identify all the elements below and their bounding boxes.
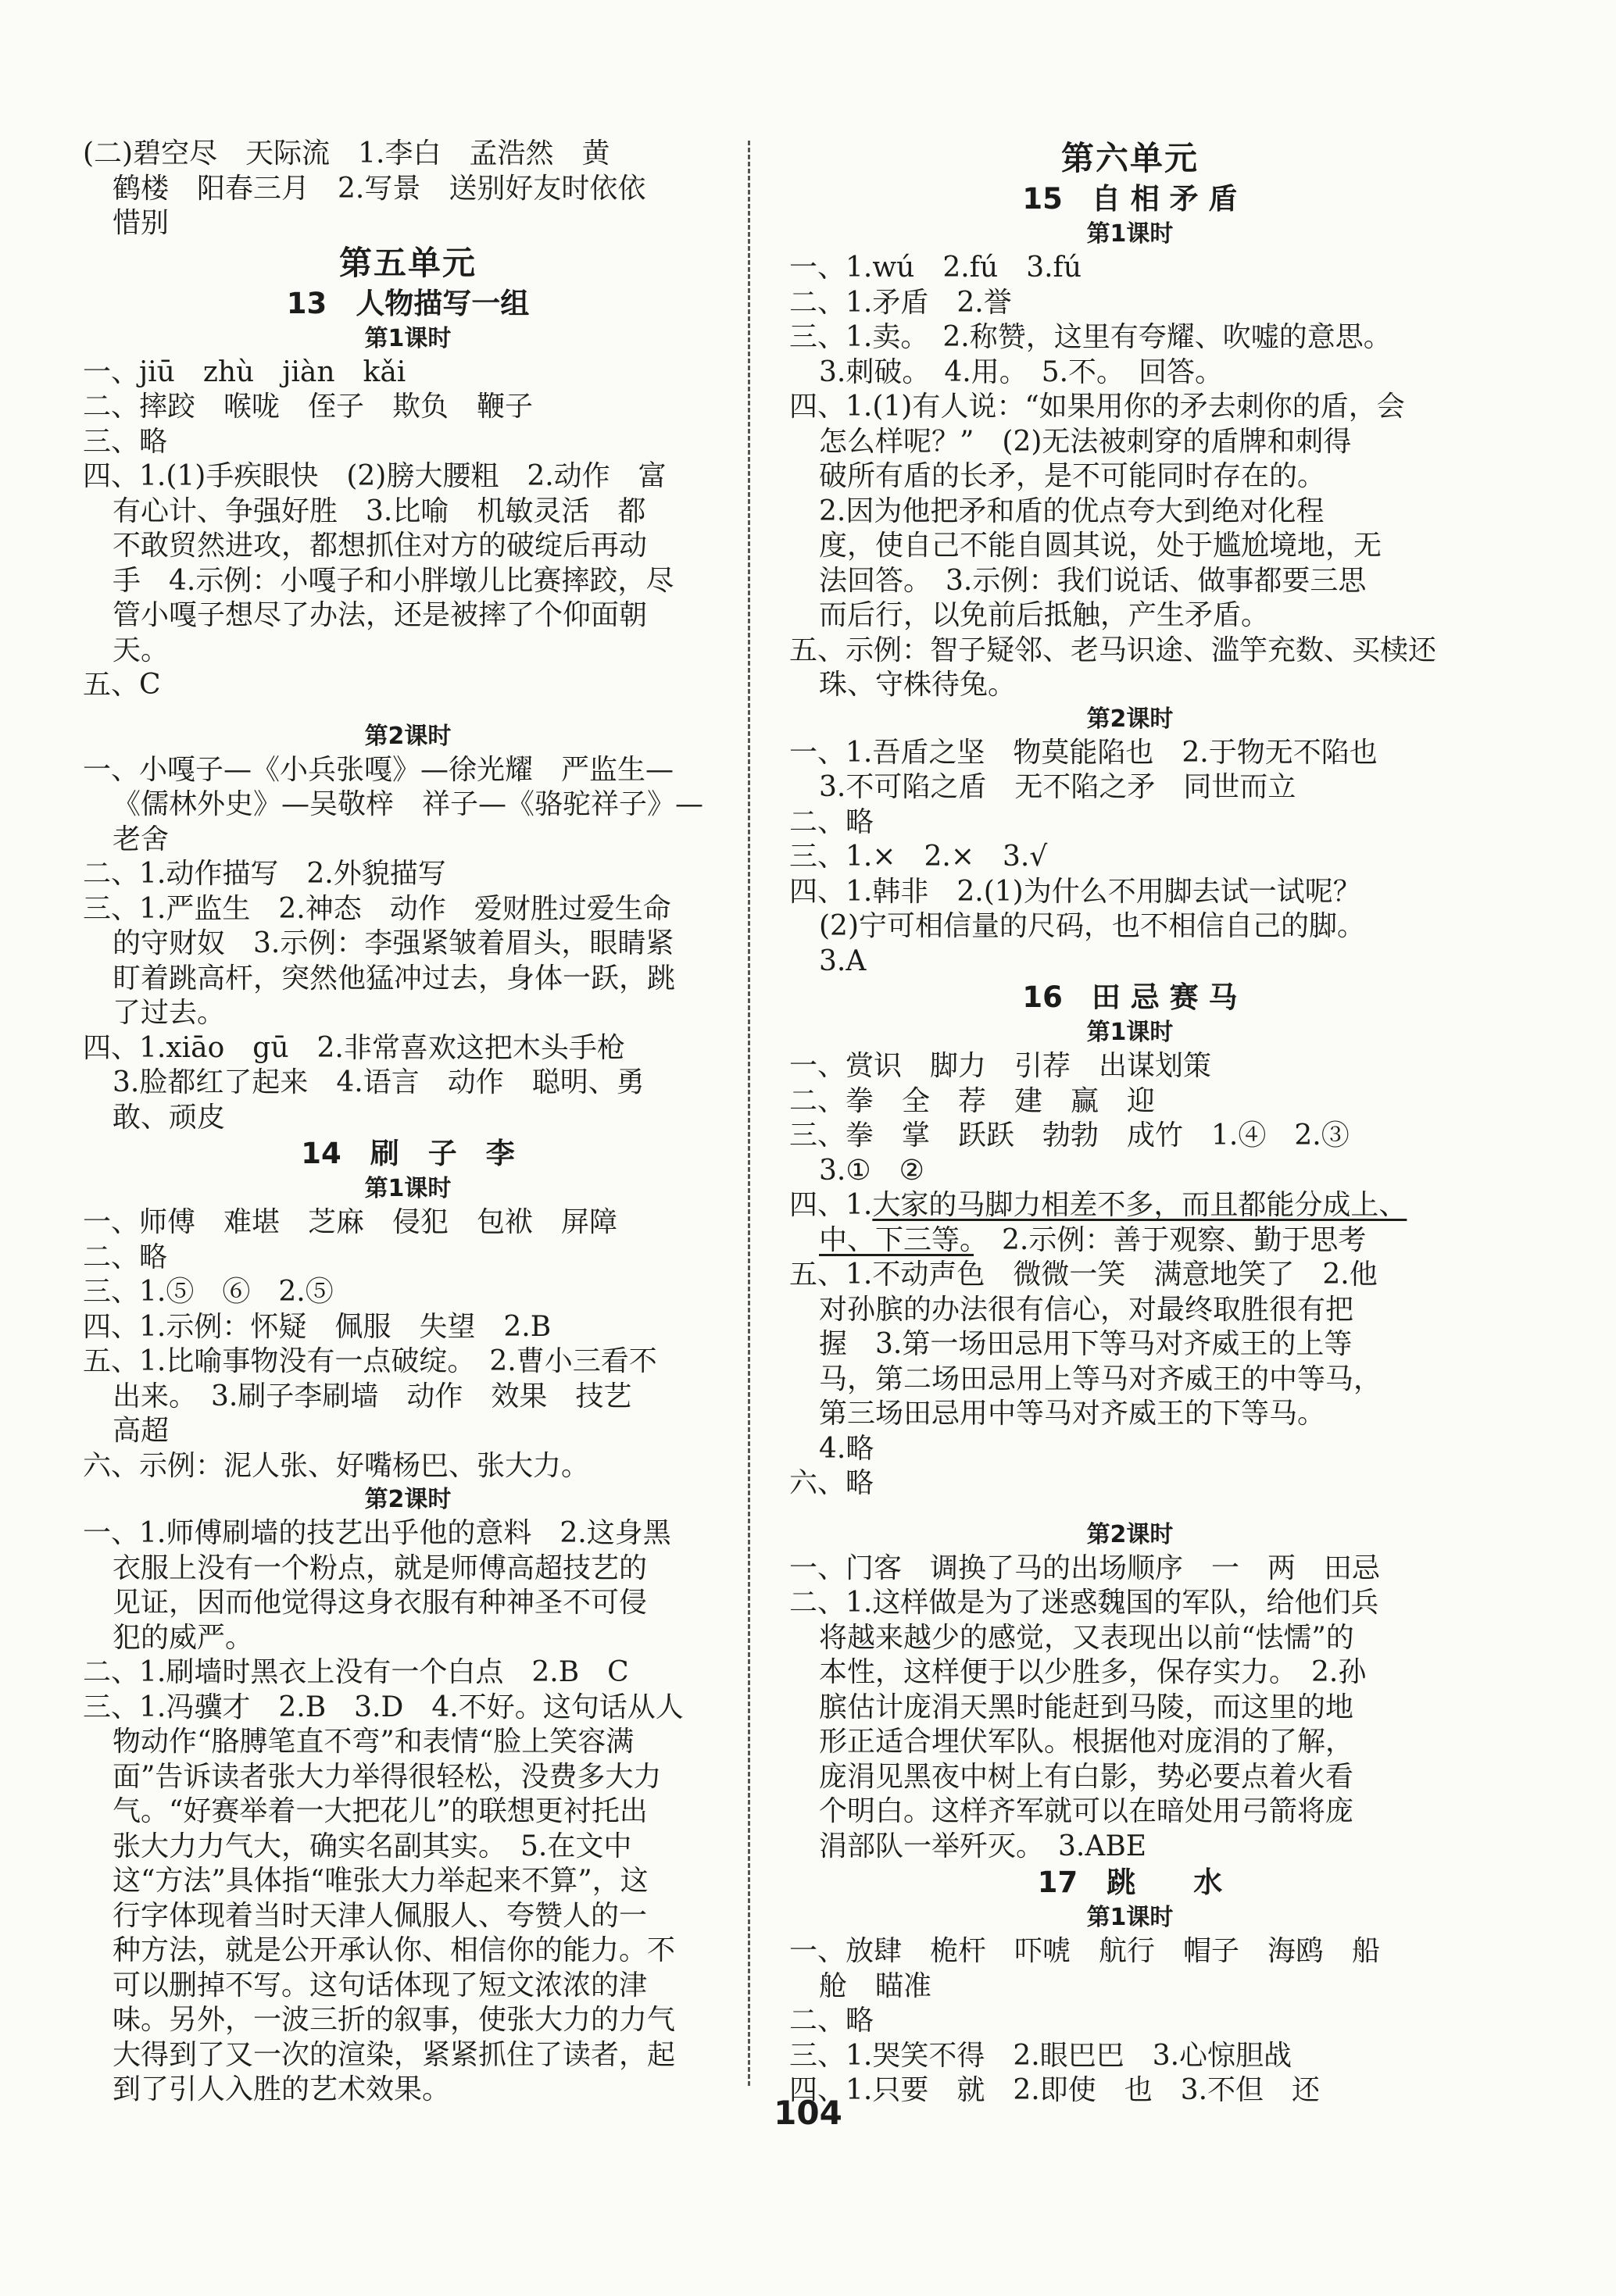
text-line: 一、小嘎子—《小兵张嘎》—徐光耀 严监生— xyxy=(83,753,674,786)
text-line: 不敢贸然进攻，都想抓住对方的破绽后再动 xyxy=(113,530,648,562)
text-line: 物动作“胳膊笔直不弯”和表情“脸上笑容满 xyxy=(113,1726,635,1758)
underlined-answer: 大家的马脚力相差不多，而且都能分成上、 xyxy=(872,1189,1407,1221)
text-line: 二、摔跤 喉咙 侄子 欺负 鞭子 xyxy=(83,391,534,423)
period-heading: 第2课时 xyxy=(364,722,452,750)
text-line: 二、略 xyxy=(789,2005,874,2037)
text-line: 味。另外，一波三折的叙事，使张大力的力气 xyxy=(113,2004,676,2036)
text-line: 3.① ② xyxy=(819,1154,924,1187)
text-line: 五、1.不动声色 微微一笑 满意地笑了 2.他 xyxy=(789,1259,1378,1291)
page-number: 104 xyxy=(774,2094,842,2132)
text-line: 度，使自己不能自圆其说，处于尴尬境地，无 xyxy=(819,530,1382,562)
lesson-16-heading: 16 田 忌 赛 马 xyxy=(1022,980,1238,1014)
text-line: 第三场田忌用中等马对齐威王的下等马。 xyxy=(819,1398,1326,1430)
text-line: 一、1.吾盾之坚 物莫能陷也 2.于物无不陷也 xyxy=(789,736,1378,769)
text-line: 惜别 xyxy=(113,207,170,239)
period-heading: 第2课时 xyxy=(1086,1520,1174,1548)
text-line: 形正适合埋伏军队。根据他对庞涓的了解， xyxy=(819,1726,1354,1758)
text-line: 四、1.只要 就 2.即使 也 3.不但 还 xyxy=(789,2074,1321,2106)
text-line: 一、jiū zhù jiàn kǎi xyxy=(83,355,406,388)
text-line: 三、1.冯骥才 2.B 3.D 4.不好。这句话从人 xyxy=(83,1691,684,1723)
text-line: 3.A xyxy=(819,944,867,977)
text-line: 3.刺破。 4.用。 5.不。 回答。 xyxy=(819,355,1224,388)
text-line: 鹤楼 阳春三月 2.写景 送别好友时依依 xyxy=(113,172,646,205)
text-line: 一、1.wú 2.fú 3.fú xyxy=(789,252,1082,284)
period-heading: 第1课时 xyxy=(364,1175,452,1202)
period-heading: 第1课时 xyxy=(364,324,452,352)
text-line: 张大力力气大，确实名副其实。 5.在文中 xyxy=(113,1830,632,1862)
text-line: 3.不可陷之盾 无不陷之矛 同世而立 xyxy=(819,771,1296,803)
left-column xyxy=(83,137,733,2108)
text-line: 二、略 xyxy=(83,1241,168,1273)
text-line: 二、1.刷墙时黑衣上没有一个白点 2.B C xyxy=(83,1656,629,1688)
text-line: 四、1.(1)有人说：“如果用你的矛去刺你的盾，会 xyxy=(789,391,1405,423)
text-line: 出来。 3.刷子李刷墙 动作 效果 技艺 xyxy=(113,1380,632,1412)
text-line: 个明白。这样齐军就可以在暗处用弓箭将庞 xyxy=(819,1795,1354,1827)
lesson-14-heading: 14 刷 子 李 xyxy=(301,1137,515,1170)
text-line: 四、1.(1)手疾眼快 (2)膀大腰粗 2.动作 富 xyxy=(83,460,667,492)
period-heading: 第1课时 xyxy=(1086,1019,1174,1046)
text-line: 了过去。 xyxy=(113,997,226,1029)
text-line: 四、1.韩非 2.(1)为什么不用脚去试一试呢？ xyxy=(789,875,1361,908)
text-line: 五、1.比喻事物没有一点破绽。 2.曹小三看不 xyxy=(83,1345,657,1377)
text-line: (2)宁可相信量的尺码，也不相信自己的脚。 xyxy=(819,910,1365,942)
text-segment: 2.示例：善于观察、勤于思考 xyxy=(974,1223,1367,1256)
text-line: 四、1.xiāo gū 2.非常喜欢这把木头手枪 xyxy=(83,1031,625,1064)
period-heading: 第2课时 xyxy=(1086,705,1174,733)
text-line: 敢、顽皮 xyxy=(113,1101,226,1134)
text-line: 对孙膑的办法很有信心，对最终取胜很有把 xyxy=(819,1293,1354,1326)
text-line: 管小嘎子想尽了办法，还是被摔了个仰面朝 xyxy=(113,599,648,631)
text-line: 二、1.矛盾 2.誉 xyxy=(789,286,1012,319)
text-line: 而后行，以免前后抵触，产生矛盾。 xyxy=(819,599,1270,631)
text-line: 二、略 xyxy=(789,805,874,838)
text-line: 四、1.示例：怀疑 佩服 失望 2.B xyxy=(83,1310,552,1343)
text-line: 天。 xyxy=(113,634,170,666)
text-line: 高超 xyxy=(113,1415,170,1447)
period-heading: 第1课时 xyxy=(1086,220,1174,248)
text-line: 可以删掉不写。这句话体现了短文浓浓的津 xyxy=(113,1969,648,2001)
text-line xyxy=(789,1223,1471,1259)
text-line: 珠、守株待兔。 xyxy=(819,669,1017,701)
text-line xyxy=(789,1188,1471,1223)
lesson-15-heading: 15 自 相 矛 盾 xyxy=(1022,182,1238,216)
lesson-17-heading: 17 跳 水 xyxy=(1037,1866,1223,1899)
text-line: 《儒林外史》—吴敬梓 祥子—《骆驼祥子》— xyxy=(113,788,704,820)
text-line: 一、放肆 桅杆 吓唬 航行 帽子 海鸥 船 xyxy=(789,1935,1381,1967)
text-line: 到了引人入胜的艺术效果。 xyxy=(113,2073,451,2105)
text-line: 三、略 xyxy=(83,425,168,458)
unit-5-heading: 第五单元 xyxy=(338,243,477,282)
text-line: 庞涓见黑夜中树上有白影，势必要点着火看 xyxy=(819,1760,1354,1793)
text-line: 法回答。 3.示例：我们说话、做事都要三思 xyxy=(819,564,1367,597)
text-line: 种方法，就是公开承认你、相信你的能力。不 xyxy=(113,1934,676,1966)
period-heading: 第1课时 xyxy=(1086,1904,1174,1931)
text-line: 老舍 xyxy=(113,823,170,855)
text-line: 气。“好赛举着一大把花儿”的联想更衬托出 xyxy=(113,1795,648,1827)
text-segment: 四、1. xyxy=(789,1189,873,1221)
text-line: 衣服上没有一个粉点，就是师傅高超技艺的 xyxy=(113,1551,648,1584)
text-line: 这“方法”具体指“唯张大力举起来不算”，这 xyxy=(113,1865,649,1897)
text-line: 破所有盾的长矛，是不可能同时存在的。 xyxy=(819,460,1326,492)
lesson-13-heading: 13 人物描写一组 xyxy=(286,286,530,320)
text-line: 将越来越少的感觉，又表现出以前“怯懦”的 xyxy=(819,1621,1354,1654)
text-line: 三、1.× 2.× 3.√ xyxy=(789,841,1048,873)
unit-6-heading: 第六单元 xyxy=(1060,139,1199,177)
text-line: 犯的威严。 xyxy=(113,1621,254,1654)
period-heading: 第2课时 xyxy=(364,1486,452,1513)
text-line: 三、1.卖。 2.称赞，这里有夸耀、吹嘘的意思。 xyxy=(789,321,1392,353)
text-line: 五、C xyxy=(83,669,161,701)
text-line: 见证，因而他觉得这身衣服有种神圣不可侵 xyxy=(113,1587,648,1619)
text-line: 二、拳 全 荐 建 赢 迎 xyxy=(789,1084,1156,1117)
text-line: 一、1.师傅刷墙的技艺出乎他的意料 2.这身黑 xyxy=(83,1517,671,1549)
text-line: 三、1.⑤ ⑥ 2.⑤ xyxy=(83,1276,334,1308)
text-line: 马，第二场田忌用上等马对齐威王的中等马， xyxy=(819,1362,1382,1395)
text-line: 有心计、争强好胜 3.比喻 机敏灵活 都 xyxy=(113,495,646,527)
text-line: 一、门客 调换了马的出场顺序 一 两 田忌 xyxy=(789,1551,1381,1584)
text-line: 二、1.这样做是为了迷惑魏国的军队，给他们兵 xyxy=(789,1587,1379,1619)
text-line: 面”告诉读者张大力举得很轻松，没费多大力 xyxy=(113,1760,662,1793)
text-line: 怎么样呢？” (2)无法被刺穿的盾牌和刺得 xyxy=(819,425,1352,458)
underlined-answer: 中、下三等。 xyxy=(819,1223,974,1256)
text-line: 涓部队一举歼灭。 3.ABE xyxy=(819,1830,1147,1862)
text-line: 行字体现着当时天津人佩服人、夸赞人的一 xyxy=(113,1899,648,1932)
text-line: 的守财奴 3.示例：李强紧皱着眉头，眼睛紧 xyxy=(113,927,674,959)
text-line: 3.脸都红了起来 4.语言 动作 聪明、勇 xyxy=(113,1066,645,1098)
right-column xyxy=(789,137,1471,2109)
column-divider xyxy=(748,141,750,2086)
text-line: (二)碧空尽 天际流 1.李白 孟浩然 黄 xyxy=(83,137,610,170)
text-line: 一、赏识 脚力 引荐 出谋划策 xyxy=(789,1050,1212,1082)
text-line: 三、拳 掌 跃跃 勃勃 成竹 1.④ 2.③ xyxy=(789,1119,1350,1152)
text-line: 五、示例：智子疑邻、老马识途、滥竽充数、买椟还 xyxy=(789,634,1437,666)
text-line: 4.略 xyxy=(819,1432,874,1465)
text-line: 二、1.动作描写 2.外貌描写 xyxy=(83,858,446,890)
text-line: 盯着跳高杆，突然他猛冲过去，身体一跃，跳 xyxy=(113,962,676,994)
text-line: 大得到了又一次的渲染，紧紧抓住了读者，起 xyxy=(113,2038,676,2071)
text-line: 本性，这样便于以少胜多，保存实力。 2.孙 xyxy=(819,1656,1367,1688)
text-line: 手 4.示例：小嘎子和小胖墩儿比赛摔跤，尽 xyxy=(113,564,674,597)
text-line: 握 3.第一场田忌用下等马对齐威王的上等 xyxy=(819,1328,1353,1360)
text-line: 六、示例：泥人张、好嘴杨巴、张大力。 xyxy=(83,1449,590,1482)
text-line: 2.因为他把矛和盾的优点夸大到绝对化程 xyxy=(819,495,1325,527)
text-line: 舱 瞄准 xyxy=(819,1969,932,2002)
text-line: 六、略 xyxy=(789,1467,874,1499)
text-line: 膑估计庞涓天黑时能赶到马陵，而这里的地 xyxy=(819,1691,1354,1723)
text-line: 三、1.严监生 2.神态 动作 爱财胜过爱生命 xyxy=(83,892,671,925)
text-line: 一、师傅 难堪 芝麻 侵犯 包袱 屏障 xyxy=(83,1206,618,1238)
text-line: 三、1.哭笑不得 2.眼巴巴 3.心惊胆战 xyxy=(789,2039,1292,2072)
